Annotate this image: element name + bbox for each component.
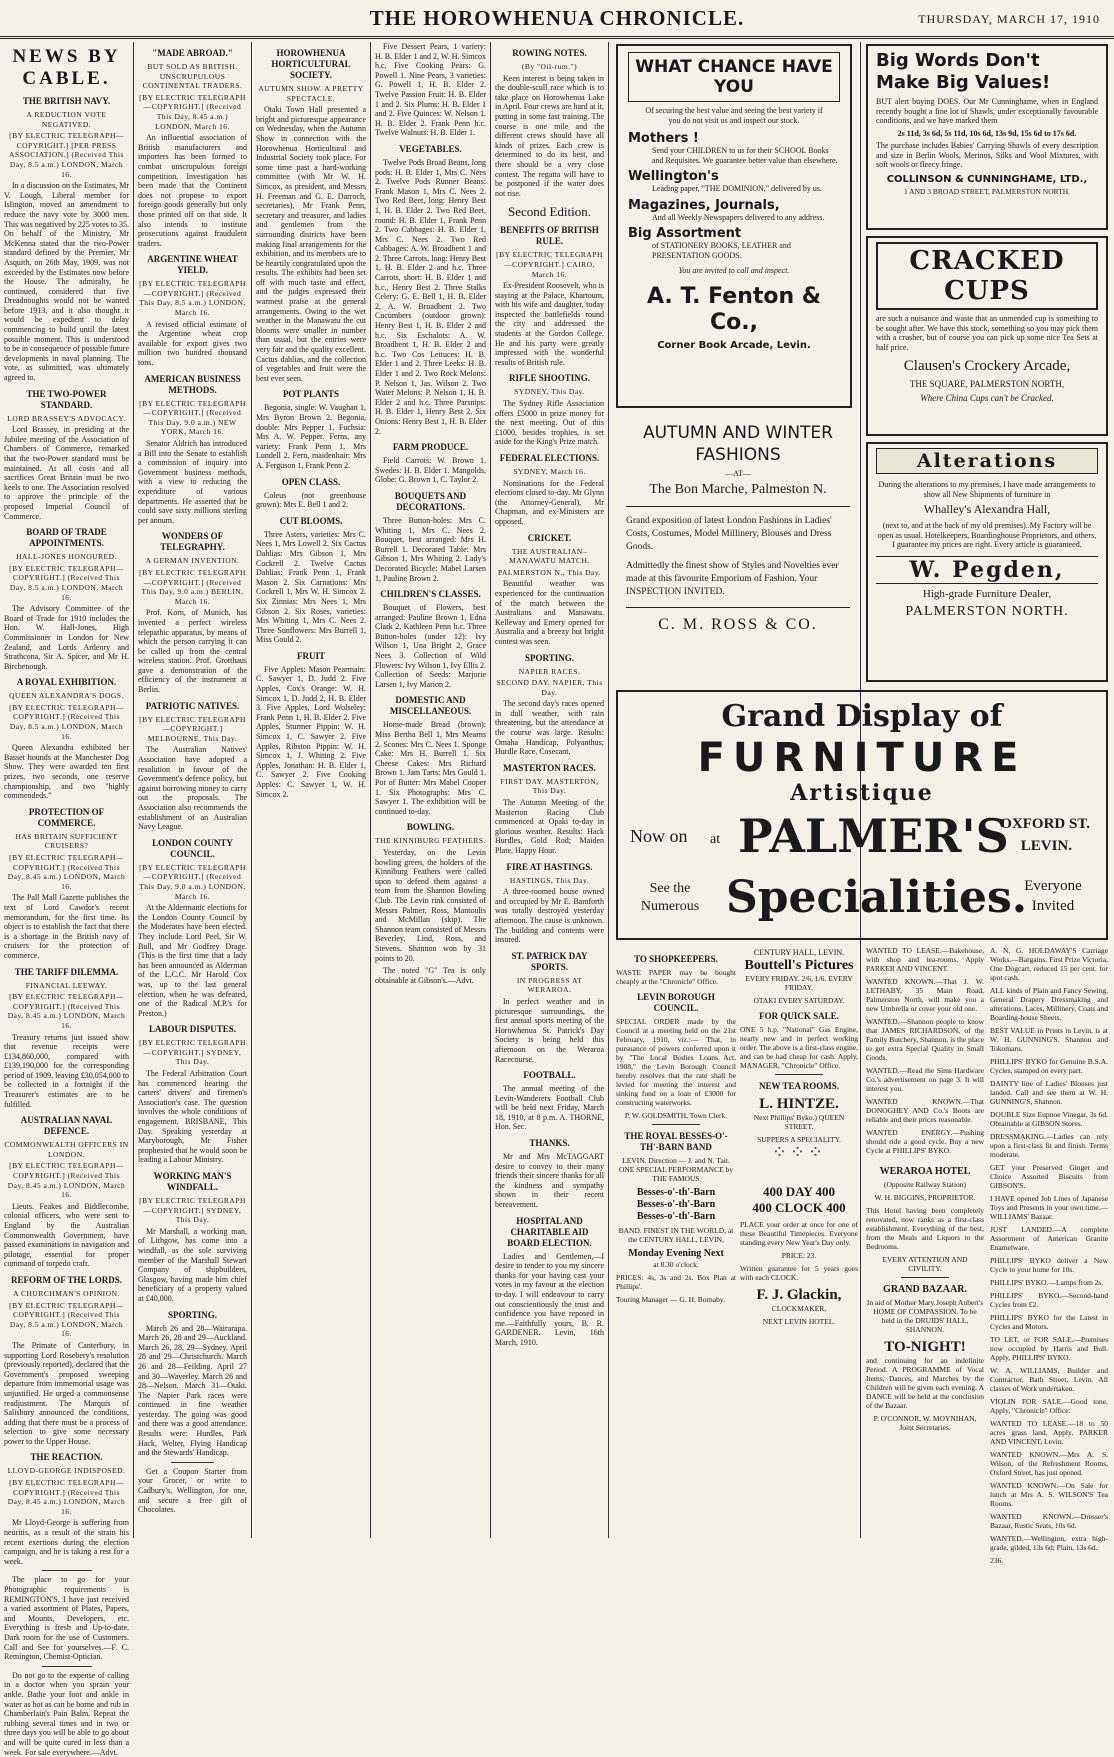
ad-address: 1 AND 3 BROAD STREET, PALMERSTON NORTH. (903, 186, 1071, 196)
ad-specialities: Specialities. (726, 872, 1028, 923)
article-body: At the Aldermanic elections for the London County Council by the Moderates have been elected. They include Lord Peel, Sir W. Bull, and Mr Godfrey Drage. (This is the first time that a lady has been announced as Alderman of the L.C.C. Mr Harold Cox was, up to the last general election, when he was defeated, one of the Radical M.P.'s for Preston.) (138, 903, 247, 1018)
divider (171, 1462, 215, 1463)
ad-text: LEVIN. Direction — J. and N. Tait. ONE SPECIAL PERFORMANCE by THE FAMOUS (618, 1156, 734, 1183)
article-subtitle: LLOYD-GEORGE INDISPOSED. (7, 1466, 126, 1476)
ad-title: FOR QUICK SALE. (759, 1011, 839, 1021)
article-body: Coleus (not greenhouse grown): Mrs E. Bell 1 and 2. (256, 490, 366, 510)
ad-text: Grand exposition of latest London Fashions in Ladies' Costs, Costumes, Model Millinery, Blouses and Dress Goods. (626, 516, 832, 552)
classified-item: VIOLIN FOR SALE.—Good tone. Apply, "Chronicle" Office. (990, 1397, 1108, 1415)
article-title: ST. PATRICK DAY SPORTS. (511, 950, 588, 972)
article-body: Five Dessert Pears, 1 variety: H. B. Elder 1 and 2, W. H. Simcox h.c. Five Cooking Pears: G. Powell 1. Nine Pears, 3 varieties: G. Powell 1, H. B. Elder 2. Twelve Passion Fruit: H. B. Elder 1 and 2. Six Plums: H. B. Elder 1 and 2. Five Quinces: W. Nelson 1. H. B. Elder 2. Frank Penn h.c. Twelve Walnuts: H. B. Elder 1. (375, 42, 486, 138)
article-subtitle: HALL-JONES HONOURED. (16, 552, 117, 562)
article-title: THE TWO-POWER STANDARD. (26, 388, 107, 410)
ad-title: WERAROA HOTEL (879, 1166, 971, 1177)
article-subtitle: HAS BRITAIN SUFFICIENT CRUISERS? (15, 831, 118, 851)
classified-item: WANTED TO LEASE.—18 to 50 acres grass land. Apply, PARKER AND VINCENT, Levin. (990, 1419, 1108, 1446)
article-body: A three-roomed house owned and occupied by Mr E. Bamforth was totally destroyed yesterday afternoon. The cause is unknown. The building and contents were insured. (495, 887, 604, 945)
dateline: SECOND DAY. NAPIER, This Day. (496, 678, 603, 697)
article-body: The annual meeting of the Levin-Wanderers Football Club will be held next Friday, March 18, 1910, at 8 p.m. A. THORNE, Hon. Sec. (495, 1084, 604, 1132)
advertisement: The noted "G" Tea is only obtainable at Gibson's.—Advt. (375, 966, 486, 985)
band-name: Besses-o'-th'-Barn (636, 1211, 716, 1222)
article-subtitle: A CHURCHMAN'S OPINION. (13, 1288, 120, 1298)
article-title: BENEFITS OF BRITISH RULE. (500, 225, 599, 247)
article-body: Nominations for the Federal elections closed to-day. Mr Glynn (the Attorney-General), Mr Chapman, and ex-Ministers are opposed. (495, 478, 604, 526)
ad-at: —AT— (725, 469, 751, 478)
divider (775, 1074, 822, 1075)
classified-item: A. N. G. HOLDAWAY'S Carriage Works.—Bargains. First Prize Victoria, One Dogcart, reduced 15 per cent. for spot cash. (990, 946, 1108, 982)
ad-text: SPECIAL ORDER made by the Council at a meeting held on the 21st February, 1910, viz.:— That, in pursuance of powers conferred upon it by "The Local Bodies Loans Act, 1908," the Levin Borough Council hereby resolves that the rate shall be levied for meeting the interest and sinking fund on a loan of £3000 for constructing waterworks. (616, 1017, 736, 1107)
ad-text: BUT alert buying DOES. Our Mr Cunninghame, when in England recently bought a fine lot of Shawls, under exceptionally favourable conditions, and we have marked them (876, 97, 1098, 125)
ad-venue: Whalley's Alexandra Hall, (923, 502, 1051, 516)
classified-item: PHILLIPS' BYKO.—Second-hand Cycles from £2. (990, 1291, 1108, 1309)
classified-item: BEST VALUE in Prints in Levin, is at W. H. GUNNING'S. Shannon and Tokomaru. (990, 1026, 1108, 1053)
ad-line: Everyone Invited (1024, 878, 1082, 914)
ad-item-heading: Mothers ! (628, 131, 699, 146)
article-body: Mr and Mrs McTAGGART desire to convey to their many friends their sincere thanks for all the kindness and sympathy shown in their recent bereavement. (495, 1152, 604, 1210)
ad-pegden (866, 442, 1108, 682)
article-body: Field Carrots: W. Brown 1. Swedes: H. B. Elder 1. Mangolds, Globe: G. Brown 1, C. Taylor 2. (375, 456, 486, 485)
column-rule (133, 42, 134, 1538)
newspaper-title: THE HOROWHENUA CHRONICLE. (369, 6, 745, 30)
ad-text: PLACE your order at once for one of these Beautiful Timepieces. Everyone standing every New Year's Day only. (740, 1220, 858, 1247)
classified-item: PHILLIPS' BYKO deliver a New Cycle to your home for 10s. (990, 1256, 1108, 1274)
article-body: Otaki Town Hall presented a bright and picturesque appearance on Wednesday, when the Autumn Show in connection with the Horowhenua Horticultural and Industrial Society took place. For some time past a hard-working committee (with Mr W. H. Simcox, as president, and Messrs H. Freeman and G. E. Darroch, secretaries), Mr Frank Penn, secretary and treasurer, and ladies and gentlemen from the surrounding districts have been making final arrangements for the exhibition, and its members are to be heartily congratulated upon the results. The exhibits had been set off with much taste and effect, and the judges expressed their warmest praise at the general arrangements. Owing to the wet weather in the Manawatu the cut blooms were smaller in number than usual, but the entries were very fair and the quality excellent. Cactus dahlias, and the collection of vegetables and fruit were the best ever seen. (256, 105, 366, 383)
article-body: Three Asters, varieties: Mrs C. Nees 1, Mrs Lowell 2. Six Cactus Dahlias: Mrs Gibson 1, Mrs Cockrell 2. Twelve Cactus Dahlias: Frank Penn 1, Frank Mason 2. Six Carnations: Mrs Cockrell 1, Mrs W. H. Simcox 2. Six Zinnias: Mrs Nees 1, Mrs Gibson 2. Six Roses, varieties: Mrs Whiting 1, Mrs C. Nees 2. Three Sunflowers: Mrs Burrell 1, Miss Gould 2. (256, 529, 366, 645)
ad-company-name: C. M. ROSS & CO. (658, 616, 818, 633)
article-subtitle: FINANCIAL LEEWAY. (25, 980, 108, 990)
article-title: WONDERS OF TELEGRAPHY. (160, 531, 225, 553)
classified-item: I HAVE opened Job Lines of Japanese Toys and Presents in your own time.—WILLIAMS' Bazaar. (990, 1194, 1108, 1221)
classified-item: DOUBLE Size Eupnoe Vinegar, 3s 6d. Obtainable at GIBSON Stores. (990, 1110, 1108, 1128)
ad-text: EVERY FRIDAY. 2/6, 1/6. EVERY FRIDAY. (745, 974, 853, 992)
dateline: [BY ELECTRIC TELEGRAPH—COPYRIGHT.] (Received This Day, 9.0 a.m.) NEW YORK, March 16. (139, 398, 246, 437)
article-title: POT PLANTS (282, 389, 340, 400)
article-subtitle: AUTUMN SHOW. A PRETTY SPECTACLE. (258, 84, 364, 103)
advertisement: Get a Coupon Starter from your Grocer, or write to Cadbury's, Wellington, for one, and secure a free gift of Chocolates. (138, 1466, 247, 1515)
article-subtitle: COMMONWEALTH OFFICERS IN LONDON. (4, 1140, 129, 1159)
ad-text: (Opposite Railway Station) (883, 1180, 967, 1189)
ad-title: TO SHOPKEEPERS. (634, 954, 718, 964)
ad-company-name: Bouttell's Pictures (744, 958, 854, 973)
article-title: RIFLE SHOOTING. (508, 373, 591, 384)
classified-item: W. A. WILLIAMS, Builder and Contractor, Bath Street, Levin. All classes of Work undertaken. (990, 1366, 1108, 1393)
article-subtitle: QUEEN ALEXANDRA'S DOGS. (9, 691, 124, 701)
article-title: WORKING MAN'S WINDFALL. (153, 1171, 232, 1192)
advertisement: Do not go to the expense of calling in a doctor when you sprain your ankle. Bathe your foot and ankle in water as hot as can be borne and rub in Chamberlain's Pain Balm. Repeat the rubbing several times and in two or three days you will be able to go about and will be quite cured in less than a week. For sale everywhere.—Advt. (4, 1670, 129, 1757)
article-title: "MADE ABROAD." (152, 48, 233, 58)
ad-headline: Big Words Don't Make Big Values! (876, 50, 1051, 93)
article-body: Bouquet of Flowers, best arranged: Pauline Brown 1, Edna Clark 2, Kathleen Penn h.c. Three Button-holes (under 12): Ivy Wilson 1, Una Bright 2, Grace Nees 3. Collection of Wild Flowers: Ivy Wilson 1, Ivy Ellis 2. Collection of Seeds: Marjorie Larsen 1, Ivy Marion 2. (375, 603, 486, 689)
article-body: The Primate of Canterbury, in supporting Lord Rosebery's resolution (previously reported), declared that the Government's proposed sweeping departure from immemorial usage was unjustified. He urged a commonsense readjustment. The Marquis of Salisbury announced the conditions, adding that there must be a process of selection to give some necessary power to the Upper House. (4, 1340, 129, 1446)
ad-title: NEW TEA ROOMS. (759, 1081, 839, 1091)
band-name: Besses-o'-th'-Barn (636, 1187, 716, 1198)
ad-text: The purchase includes Babies' Carrying Shawls of every description and size in Berlin Wools, Merinos, Silks and Wool Mixtures, with soft wools or fleecy fringe. (876, 141, 1098, 169)
classified-item: WANTED KNOWN.—Dresser's Bazaar, Rustic Seats, 10s 6d. (990, 1512, 1108, 1530)
dateline: [BY ELECTRIC TELEGRAPH—COPYRIGHT.] SYDNEY, This Day. (139, 1196, 246, 1225)
ad-palmer (616, 690, 1108, 940)
ad-company-name: A. T. Fenton & Co., (647, 283, 821, 335)
dot-ornament: ⁘⁘⁘ (771, 1142, 827, 1162)
classified-item: JUST LANDED.—A complete Assortment of American Granite Enamelware. (990, 1225, 1108, 1252)
article-body: Three Button-holes: Mrs C. Whiting 1, Mrs C. Nees 2. Bouquet, best arranged: Mrs H. Burrell 1. Decorated Table: Mrs Gibson 1, Mrs Whiting 2. Lady's Decorated Bicycle: Mabel Larsen 1, Pauline Brown 2. (375, 515, 486, 583)
classified-item: WANTED TO LEASE.—Bakehouse, with shop and tea-rooms. Apply PARKER AND VINCENT. (866, 946, 984, 973)
article-title: FARM PRODUCE. (392, 442, 469, 453)
article-title: CHILDREN'S CLASSES. (380, 589, 481, 600)
article-title: FEDERAL ELECTIONS. (499, 453, 600, 463)
article-body: A revised official estimate of the Argentine wheat crop available for export gives two million two hundred thousand tons. (138, 319, 247, 368)
ad-town: PALMERSTON NORTH. (905, 603, 1069, 619)
ad-item-heading: Wellington's (628, 169, 719, 184)
article-title: PATRIOTIC NATIVES. (145, 700, 240, 711)
dateline: SYDNEY, This Day. (514, 387, 585, 397)
dateline: [BY ELECTRIC TELEGRAPH—COPYRIGHT.] (Received This Day, 8.5 a.m.) LONDON, March 16. (9, 1300, 124, 1339)
ad-item-text: of STATIONERY BOOKS, LEATHER and PRESENTATION GOODS. (652, 241, 791, 260)
ad-text: are such a nuisance and waste that an unmended cup is something to be sought after. We have this stock, something so you may pick them with a crusher, but of course you can pick up some nice Tea Sets at half price. (876, 314, 1098, 352)
article-body: Ladies and Gentlemen,—I desire to tender to you my sincere thanks for your having cast your votes in my favour at the election to-day. I will endeavour to carry out conscientiously the trust and confidence you have reposed in me.—Faithfully yours, B. R. GARDENER. Levin, 16th March, 1910. (495, 1251, 604, 1347)
ad-text: NEXT LEVIN HOTEL. (762, 1317, 836, 1326)
article-body: Lord Brassey, in presiding at the Jubilee meeting of the Association of Chambers of Commerce, remarked that the two-Power standard must be maintained. At all costs and all sacrifices Great Britain must be two keels to one. The Association resolved to approve the principle of the proposed Imperial Council of Commerce. (4, 425, 129, 521)
ad-text: (next to, and at the back of my old premises). My Factory will be open as usual. Hotelkeepers, Boardinghouse Proprietors, and others, I guarantee my prices are right. Every article is guaranteed. (877, 521, 1097, 549)
article-body: Five Apples: Mason Pearmain: C. Sawyer 1, D. Judd 2. Five Apples, Cox's Orange: W. H. Simcox 1, D. Judd 2, H. B. Elder 3. Five Apples, Lord Wolseley: Frank Penn 1, H. B. Elder 2. Five Apples, Sturmer Pippin: W. H. Simcox 1, C. Sawyer 2. Five Apples, Ribston Pippin: W. H. Simcox 1, J. Whiting 2. Five Apples, Jonathan: H. B. Elder 1, C. Sawyer 2. Five Cooking Apples: C. Sawyer 1, W. H. Simcox 2. (256, 664, 366, 799)
ad-sign: P. W. GOLDSMITH, Town Clerk. (624, 1111, 728, 1120)
ad-text: WASTE PAPER may be bought cheaply at the "Chronicle" Office. (616, 968, 736, 986)
ad-headline: 400 DAY 400 (763, 1184, 835, 1199)
article-title: FRUIT (296, 650, 325, 661)
ad-item-text: And all Weekly Newspapers delivered to any address. (652, 212, 825, 222)
dateline: FIRST DAY. MASTERTON, This Day. (500, 776, 599, 796)
article-subtitle: LORD BRASSEY'S ADVOCACY. (7, 413, 126, 423)
article-subtitle: (By "Oil-rum.") (521, 62, 578, 71)
classified-item: WANTED ENERGY.—Pushing should ride a good cycle. Buy a new Cycle at PHILLIPS' BYKO. (866, 1128, 984, 1155)
ad-venue: CENTURY HALL, LEVIN. (753, 948, 845, 957)
article-subtitle: A REDUCTION VOTE NEGATIVED. (26, 110, 107, 129)
article-body: Mr Lloyd-George is suffering from neuritis, as a result of the strain his recent exertions during the election campaign, and he is taking a rest for a week. (4, 1518, 129, 1566)
masthead (0, 0, 1114, 39)
ad-headline: AUTUMN AND WINTER FASHIONS (642, 423, 833, 465)
column-classified-3 (866, 1160, 984, 1538)
article-title: HOROWHENUA HORTICULTURAL SOCIETY. (271, 48, 351, 80)
ad-sign: P. O'CONNOR, W. MOYNIHAN, Joint Secretaries. (873, 1414, 977, 1432)
article-title: LABOUR DISPUTES. (148, 1024, 237, 1035)
article-body: Senator Aldrich has introduced a Bill into the Senate to establish a commission of inquiry into Government business methods, with a view to reducing the expenditure of various departments. He asserted that he could save sixty millions sterling per annum. (138, 439, 247, 525)
column-local-news (495, 42, 604, 1538)
dateline: [BY ELECTRIC TELEGRAPH—COPYRIGHT.] CAIRO, March 16. (496, 250, 603, 279)
ad-date: Monday Evening Next (628, 1248, 724, 1259)
dateline: [BY ELECTRIC TELEGRAPH—COPYRIGHT.] SYDNEY, This Day. (139, 1038, 246, 1067)
article-title: THANKS. (529, 1138, 570, 1149)
article-body: Begonia, single: W. Vaughan 1, Mrs Byron Brown 2. Begonia, double: Mrs Pepper 1. Fuchsia: Mrs A. W. Pepper. Ferns, any variety: Frank Penn 1, Mrs Lundell 2. Fern, maidenhair: Mrs A. Ferguson 1, Frank Penn 2. (256, 403, 366, 470)
ad-text: SUPPERS A SPECIALITY. (757, 1135, 841, 1144)
column-rule (370, 42, 371, 1538)
ad-headline: CRACKED CUPS (876, 242, 1098, 310)
ad-headline: Alterations (876, 448, 1098, 474)
ad-clausen (866, 236, 1108, 436)
article-title: SPORTING. (168, 1309, 217, 1320)
article-subtitle: THE AUSTRALIAN–MANAWATU MATCH. (509, 546, 590, 566)
ad-text: Touring Manager — G. H. Bornaby. (616, 1295, 725, 1304)
article-title: BOARD OF TRADE APPOINTMENTS. (26, 527, 107, 549)
ad-collinson (866, 44, 1108, 230)
article-title: BOWLING. (406, 822, 455, 833)
article-body: An influential association of British manufacturers and importers has been formed to combat unscrupulous foreign competition. Investigation has been made that the Continent does not propose to export foreign goods generally but only those printed off on that side. It also intends to institute prosecutions against fraudulent traders. (138, 133, 247, 248)
classified-item: DRESSMAKING.—Ladies can rely upon a first-class fit and finish. Terms moderate. (990, 1132, 1108, 1159)
article-body: The Sydney Rifle Association offers £5000 in prize money for the next meeting. Out of this £1000, besides trophies, is set aside for the King's Prize match. (495, 399, 604, 447)
article-body: The second day's races opened in dull weather, with rain threatening, but the attendance at the course was large. Results: Omaha Handicap, Polyanthus; Hurdle Race, Cosecant. (495, 699, 604, 757)
ad-text: and continuing for an indefinite Period. A PROGRAMME of Vocal Items, Dances, and Marches by the Children will be given each evening. A DANCE will be held at the conclusion of the Bazaar. (866, 1356, 984, 1410)
column-cables-2 (138, 42, 247, 1538)
article-body: The Federal Arbitration Court has commenced hearing the carters' drivers' and firemen's Association's case. The question involves the whole conditions of engagement. BRISBANE, This Day. Speaking yesterday at Maryborough, Mr Fisher prophesied that he would soon be leading a Labour Ministry. (138, 1069, 247, 1165)
ad-text: OTAKI EVERY SATURDAY. (753, 996, 845, 1005)
ad-title: GRAND BAZAAR. (883, 1284, 967, 1295)
classified-item: WANTED KNOWN.—That J. W. LETHABY, 35 Main Road, Palmerston North, will make you a new Umbrella or cover your old one. (866, 977, 984, 1013)
ad-headline: TO-NIGHT! (884, 1339, 966, 1355)
column-classified-2 (740, 948, 858, 1538)
article-title: A ROYAL EXHIBITION. (16, 677, 117, 688)
ad-company-name: F. J. Glackin, (756, 1287, 842, 1303)
ad-store: The Bon Marche, Palmeston N. (649, 482, 827, 497)
ad-text: W. H. BIGGINS, PROPRIETOR. (874, 1193, 976, 1202)
classified-item: WANTED KNOWN.—Mrs A. S. Wilson, of the Refreshment Rooms, Oxford Street, has just opened. (990, 1450, 1108, 1477)
classified-item: DAINTY line of Ladies' Blouses just landed. Call and see them at W. H. GUNNING'S, Shannon. (990, 1079, 1108, 1106)
ad-text: CLOCKMAKER, (771, 1304, 827, 1313)
article-body: The Autumn Meeting of the Masterton Racing Club commenced at Opaki to-day in glorious weather. Results: Hack Hurdles, Gold Rod; Maiden Plate, Happy Hour. (495, 798, 604, 855)
ad-company-name: Clausen's Crockery Arcade, (903, 358, 1071, 374)
classified-item: WANTED.—Shannon people to know that JAMES RICHARDSON, of the Family Butchery, Shannon, is the place to get extra Special Quality in Small Goods. (866, 1017, 984, 1062)
article-body: Lieuts. Feakes and Biddlecombe, colonial officers, who were sent to England by the Australian Commonwealth Government, have passed examinations in navigation and pilotage, essential for proper command of torpedo craft. (4, 1201, 129, 1269)
article-subtitle: BUT SOLD AS BRITISH. UNSCRUPULOUS CONTINENTAL TRADERS. (142, 62, 243, 91)
classified-item: GET your Preserved Ginger and Choice Assorted Biscuits from GIBSON'S. (990, 1163, 1108, 1190)
advertisement: The place to go for your Photographic requirements is REMINGTON'S. I have just received a varied assortment of Plates, Papers, and Mounts, Developers, etc. Everything is fresh and Up-to-date. Dark room for the use of Customers. Call and See for yourselves.—F. C. Remington, Chemist-Optician. (4, 1575, 129, 1662)
article-title: FIRE AT HASTINGS. (506, 861, 593, 872)
dateline: [BY ELECTRIC TELEGRAPH—COPYRIGHT.] (Received This Day, 8.5 a.m.) LONDON, March 16. (139, 279, 246, 318)
article-body: Keen interest is being taken in the double-scull race which is to take place on Horowhenua Lake in April. Four crews are hard at it, putting in some fast training. The course is one mile and the different crews should have all kinds of prizes. Each crew is determined to do its best, and there should be a very close contest. The regatta will have to be postponed if the water does not rise. (495, 73, 604, 198)
article-title: HOSPITAL AND CHARITABLE AID BOARD ELECTION. (507, 1215, 592, 1248)
ad-text: Written guarantee for 5 years goes with each CLOCK. (740, 1264, 858, 1282)
divider (901, 1277, 948, 1278)
band-name: Besses-o'-th'-Barn (636, 1199, 716, 1210)
article-title: THE TARIFF DILEMMA. (14, 966, 119, 977)
column-rule (251, 42, 252, 1538)
article-title: OPEN CLASS. (281, 476, 341, 487)
ad-address: OXFORD ST. (1000, 816, 1090, 832)
article-body: Yesterday, on the Levin bowling green, the holders of the Kinniburg Feathers were called upon to defend them against a team from the Shannon Bowling Club. The Levin rink consisted of Messrs Palmer, Ross, Mantoulis and McMillan (skip). The Shannon team consisted of Messrs Beverley, Lind, Ross, and Stevens. Shannon won by 31 points to 20. (375, 847, 486, 963)
edition-heading: Second Edition. (507, 204, 592, 220)
classified-item: PHILLIPS' BYKO for the Latest in Cycles and Motors. (990, 1313, 1108, 1331)
article-body: Mr Marshall, a working man, of Lithgow, has come into a windfall, as the sole surviving member of the Marshall Stewart Company of shipbuilders, Glasgow, having made him chief beneficiary of a property valued at £40,000. (138, 1226, 247, 1303)
divider (42, 1666, 92, 1667)
ad-tagline: Where China Cups can't be Cracked. (920, 393, 1054, 403)
dateline: [BY ELECTRIC TELEGRAPH—COPYRIGHT.] (Received This Day, 8.45 a.m.) LONDON, March 16. (139, 92, 246, 131)
classified-item: WANTED.—Wellington, extra high-grade, gilded, 13s 6d; Plain, 13s 6d. (990, 1534, 1108, 1552)
ad-text: BAND. FINEST IN THE WORLD, at the CENTURY HALL, LEVIN, (618, 1226, 734, 1244)
article-title: THE REACTION. (30, 1452, 103, 1463)
dateline: [BY ELECTRIC TELEGRAPH—COPYRIGHT.] (Received This Day, 8.45 a.m.) LONDON, March 16. (7, 1478, 126, 1516)
article-body: The Pall Mall Gazette publishes the text of Lord Cawdor's recent memorandum, for the first time. Its object is to establish the fact that there is a shortage in the British navy of cruisers for the protection of commerce. (4, 893, 129, 960)
ad-company-name: COLLINSON & CUNNINGHAME, LTD., (886, 173, 1088, 185)
ad-bon-marche (616, 414, 860, 684)
article-subtitle: NAPIER RACES. (518, 666, 581, 676)
ad-trade: High-grade Furniture Dealer, (922, 587, 1052, 600)
ad-text: Next Phillips' Byko.) QUEEN STREET. (753, 1113, 845, 1131)
ad-item-text: Leading paper, "THE DOMINION," delivered by us. (652, 184, 822, 193)
article-title: DOMESTIC AND MISCELLANEOUS. (389, 695, 472, 717)
ad-item-heading: Big Assortment (628, 226, 742, 241)
dateline: [BY ELECTRIC TELEGRAPH—COPYRIGHT.] (Received This Day, 8.5 a.m.) LONDON, March 16. (9, 563, 124, 602)
article-body: Beautiful weather was experienced for the continuation of the match between the Australians and Manawatu. Kelleway and Emery opened for Australia and a breezy but bright contest was seen. (495, 579, 604, 646)
ad-line: See the Numerous (640, 881, 700, 914)
ad-text: During the alterations to my premises, I have made arrangements to show all New Shipments of furniture in (878, 480, 1096, 499)
column-wanted-2 (990, 946, 1108, 1565)
article-body: Twelve Pods Broad Beans, long pods: H. B. Elder 1, Mrs C. Nees 2. Twelve Pods Runner Beans: Frank Mason 1, Mrs C. Nees 2. Two Red Beet, long: Henry Best 1, H. B. Elder 2. Two Red Beet, round: H. B. Elder 1, Frank Penn 2. Two Cabbages: H. B. Elder 1, Mrs C. Nees 2. Two Red Cabbages: A. W. Broadbent 1 and 2. Three Carrots, long: Henry Best 1, H. B. Elder 2 and h.c. Three Carrots, short: H. B. Elder 1 and h.c., Henry Best 2. Three Stalks Celery: G. E. Bell 1, H. B. Elder 2, A. W. Broadbent 2. Two Cucumbers (outdoor grown): Henry Best 1, H. B. Elder 2 and h.c. Six Eschalots: A. W. Broadbent 1, H. B. Elder 2 and h.c. Two Cos Lettuces: H. B. Elder 1 and 2. Three Leeks: H. B. Elder 1 and 2. Two Rock Melons: P. Nelson 1, Jas. Wilson 2. Two Water Melons: P. Nelson 1, H. B. Elder 2 and h.c. Three Parsnips: H. B. Elder 1, Henry Best 2. Six Onions: Henry Best 1, H. B. Elder 2. (375, 157, 486, 436)
palmer-name-row (630, 810, 1094, 866)
classified-item: PHILLIPS' BYKO for Genuine B.S.A. Cycles, stamped on every part. (990, 1057, 1108, 1075)
ad-company-name: L. HINTZE. (759, 1096, 839, 1112)
divider (626, 607, 850, 608)
article-title: REFORM OF THE LORDS. (10, 1274, 122, 1285)
ad-prices: 2s 11d, 3s 6d, 5s 11d, 10s 6d, 13s 9d, 15s 6d to 17s 6d. (897, 128, 1077, 138)
column-show-results (375, 42, 486, 1538)
dateline: [BY ELECTRIC TELEGRAPH—COPYRIGHT.] (Received This Day, 8.45 a.m.) LONDON, March 16. (7, 853, 126, 891)
divider (626, 506, 850, 507)
article-title: BOUQUETS AND DECORATIONS. (394, 490, 467, 512)
ad-text: Admittedly the finest show of Styles and Novelties ever made at this favourite Emporium of Fashion. Your INSPECTION INVITED. (626, 561, 839, 597)
article-title: VEGETABLES. (399, 143, 462, 154)
ad-text: PRICES: 4s, 3s and 2s. Box Plan at Phillips'. (616, 1273, 736, 1291)
ad-address: THE SQUARE, PALMERSTON NORTH, (909, 379, 1065, 389)
article-title: THE BRITISH NAVY. (22, 96, 111, 106)
article-title: MASTERTON RACES. (503, 762, 596, 773)
ad-text: PRICE: 23. (781, 1251, 817, 1260)
column-rule (490, 42, 491, 1538)
classified-item: TO LET, or FOR SALE.—Premises now occupied by Harris and Bull. Apply, PHILLIPS' BYKO. (990, 1335, 1108, 1362)
dateline: [BY ELECTRIC TELEGRAPH—COPYRIGHT.] MELBOURNE, This Day. (139, 714, 246, 743)
ad-text: EVERY ATTENTION AND CIVILITY. (882, 1255, 968, 1273)
article-title: LONDON COUNTY COUNCIL. (152, 837, 233, 859)
column-horticultural (256, 42, 366, 1538)
issue-date: THURSDAY, MARCH 17, 1910 (918, 12, 1100, 26)
article-title: PROTECTION OF COMMERCE. (28, 806, 105, 828)
dateline: PALMERSTON N., This Day. (497, 567, 602, 577)
palmer-spec-row (630, 870, 1094, 936)
dateline: [BY ELECTRIC TELEGRAPH—COPYRIGHT.] (Received This Day, 9.0 a.m.) BERLIN, March 16. (139, 567, 246, 606)
ad-line: Artistique (790, 780, 934, 806)
ad-line: at (710, 832, 721, 847)
ad-title: THE ROYAL BESSES-O'-TH'-BARN BAND (624, 1131, 728, 1152)
ad-text: In aid of Mother Mary Joseph Aubert's HOME OF COMPASSION. To be held in the DRUIDS' HALL, SHANNON. (866, 1298, 984, 1334)
column-classified-1 (616, 948, 736, 1538)
ad-line: Now on (630, 826, 688, 846)
ad-fenton (616, 44, 852, 408)
classified-item: PHILLIPS' BYKO.—Lamps from 2s. (990, 1278, 1104, 1287)
classified-item: WANTED.—Read the Sims Hardware Co.'s advertisement on page 3. It will interest you. (866, 1066, 984, 1093)
ad-line: Grand Display of (721, 699, 1003, 734)
ad-text: This Hotel having been completely renovated, now ranks as a first-class establishment. Everything of the best, from the Meals and Liquors to the Bedrooms. (866, 1206, 984, 1251)
article-body: Treasury returns just issued show that revenue receipts were £134,860,000, compared with £139,190,000 for the corresponding period of 1909, leaving £30,054,000 to be collected in a fortnight if the Treasurer's estimates are to be fulfilled. (4, 1032, 129, 1109)
article-body: In perfect weather and in picturesque surroundings, the first annual sports meeting of the Horowhenua St. Patrick's Day Society is being held this afternoon on the Weraroa Racecourse. (495, 996, 604, 1064)
ad-address: LEVIN. (1020, 838, 1072, 854)
dateline: [BY ELECTRIC TELEGRAPH—COPYRIGHT.] (Received This Day, 9.0 a.m.) LONDON, March 16. (139, 862, 246, 901)
classified-number: 236. (990, 1556, 1004, 1565)
dateline: [BY ELECTRIC TELEGRAPH—COPYRIGHT.] (Received This Day, 8.5 a.m.) LONDON, March 16. (9, 702, 124, 741)
article-body: March 26 and 28—Wairarapa. March 26, 28 and 29—Auckland. March 26, 28, 29—Sydney. April 28 and 29—Christchurch. March 26 and 28—Feilding. April 27 and 30—Waverley. March 26 and 28—Nelson. March 31—Otaki. The Napier Park races were continued in fine weather yesterday. The going was good and there was a good attendance. Results were: Hurdles, Park Hack, Welter, Flying Handicap and the Stewards' Handicap. (138, 1323, 247, 1458)
article-subtitle: THE KINNIBURG FEATHERS. (375, 836, 486, 846)
ad-company-name: PALMER'S (738, 809, 1009, 863)
dateline: [BY ELECTRIC TELEGRAPH—COPYRIGHT.] [PER PRESS ASSOCIATION.] (Received This Day, 8.5 a.m.) LONDON, March 16. (9, 131, 124, 179)
dateline: SYDNEY, March 16. (513, 467, 586, 476)
column-news-by-cable (4, 42, 129, 1757)
ad-text: ONE 5 h.p. "National" Gas Engine, nearly new and in perfect working order. The above is a first-class engine, and can be had cheap for cash. Apply, MANAGER, "Chronicle" Office. (740, 1025, 858, 1070)
classified-item: ALL kinds of Plain and Fancy Sewing, General Drapery Dressmaking and alterations. Laces, Millinery, Coats and Boarding-house Sheets. (990, 986, 1108, 1022)
section-heading: NEWS BY CABLE. (12, 46, 121, 89)
ad-item-text: Send your CHILDREN to us for their SCHOOL Books and Requisites. We guarantee better value than elsewhere. (652, 146, 838, 165)
article-title: ROWING NOTES. (512, 48, 587, 58)
ad-headline: 400 CLOCK 400 (752, 1200, 846, 1215)
article-body: In a discussion on the Estimates, Mr V. Lough, Liberal member for Islington, moved an amendment to reduce the navy vote by 3000 men. This was negatived by 225 votes to 35. On behalf of the Ministry, Mr McKenna stated that the two-Power standard defined by the Premier, Mr Asquith, on 26th May, 1909, was not exceeded by the Estimates now before the House. The admiralty, he continued, considered that five Dreadnoughts would not be wanted before 1913, and it also thought it would be expedient to delay commencing to build until the latest possible moment. This is understood to be in consequence of possible future developments in naval planning. The vote, as submitted, was ultimately agreed to. (4, 181, 129, 383)
article-title: SPORTING. (525, 652, 574, 663)
column-wanted-1 (866, 946, 984, 1156)
column-rule (608, 42, 609, 1538)
ad-subline: Of securing the best value and seeing the best variety if you do not visit us and inspect our stock. (645, 106, 823, 125)
classified-item: WANTED KNOWN.—On Sale for lunch at Mrs A. S. WILSON'S Tea Rooms. (990, 1481, 1108, 1508)
article-body: Ex-President Roosevelt, who is staying at the Palace, Khartoum, with his wife and daughter, today inspected the battlefields round the city and addressed the students at the Gordon College. He and his party were greatly impressed with the wonderful results of British rule. (495, 281, 604, 367)
dateline: HASTINGS, This Day. (509, 875, 590, 885)
article-body: Home-made Bread (brown): Miss Bertha Bell 1, Mrs Mearns 2. Scones: Mrs C. Nees 1. Sponge Cake: Mrs H. Burrell 1. Six Cheese Cakes: Mrs Richard Brown 1. Jam Tarts: Mrs Gould 1. Pot of Butter: Mrs Mabel Cooper 1. Six Photographs: Mrs C. Sawyer 1. The exhibition will be continued to-day. (375, 720, 486, 816)
article-body: The Australian Natives' Association have adopted a resolution in favour of the Government's defence policy, but against borrowing money to carry out the proposals. The Association also recommends the establishment of an Australian Navy League. (138, 745, 247, 832)
divider (42, 1570, 92, 1571)
ad-text: at 8.30 o'clock. (653, 1260, 699, 1269)
article-title: CRICKET. (527, 532, 572, 543)
dateline: [BY ELECTRIC TELEGRAPH—COPYRIGHT.] (Received This Day, 8.45 a.m.) LONDON, March 16. (7, 1161, 126, 1200)
article-title: AMERICAN BUSINESS METHODS. (144, 373, 241, 395)
ad-headline: WHAT CHANCE HAVE YOU (628, 52, 840, 102)
classified-item: WANTED KNOWN.—That DONOGHEY AND Co.'s Boots are reliable and their prices reasonable. (866, 1097, 984, 1124)
ad-address: Corner Book Arcade, Levin. (657, 339, 811, 351)
article-body: The Advisory Committee of the Board of Trade for 1910 includes the Hon. W. Hall-Jones, High Commissioner in London for New Zealand, and Lords Ardenry and Strathcona, Sir A. Spicer, and Mr H. Birchenough. (4, 604, 129, 671)
article-title: AUSTRALIAN NAVAL DEFENCE. (20, 1115, 113, 1137)
article-subtitle: A GERMAN INVENTION. (145, 556, 240, 566)
dateline: [BY ELECTRIC TELEGRAPH—COPYRIGHT.] (Received This Day, 8.45 a.m.) LONDON, March 16. (7, 992, 126, 1030)
article-body: Queen Alexandra exhibited her Basset hounds at the Manchester Dog Show. They were awarded ten first prizes, two seconds, one reserve championship, and two "highly commendeds." (4, 743, 129, 801)
ad-headline: FURNITURE (697, 735, 1027, 781)
article-title: FOOTBALL. (523, 1070, 576, 1081)
article-title: ARGENTINE WHEAT YIELD. (147, 254, 238, 276)
divider (652, 1124, 700, 1125)
ad-invite: You are invited to call and inspect. (678, 266, 790, 275)
ad-company-name: W. Pegden, (876, 556, 1098, 584)
article-body: Prof. Korn, of Munich, has invented a perfect wireless telepathic apparatus, by means of which the person carrying it can be called up from the central wireless station. Prof. Grotthaus gave a demonstration of the efficiency of the instrument at Berlin. (138, 608, 247, 695)
ad-item-heading: Magazines, Journals, (628, 197, 780, 213)
article-title: CUT BLOOMS. (279, 515, 343, 526)
article-subtitle: IN PROGRESS AT WERAROA. (516, 975, 583, 995)
ad-title: LEVIN BOROUGH COUNCIL. (637, 992, 715, 1013)
